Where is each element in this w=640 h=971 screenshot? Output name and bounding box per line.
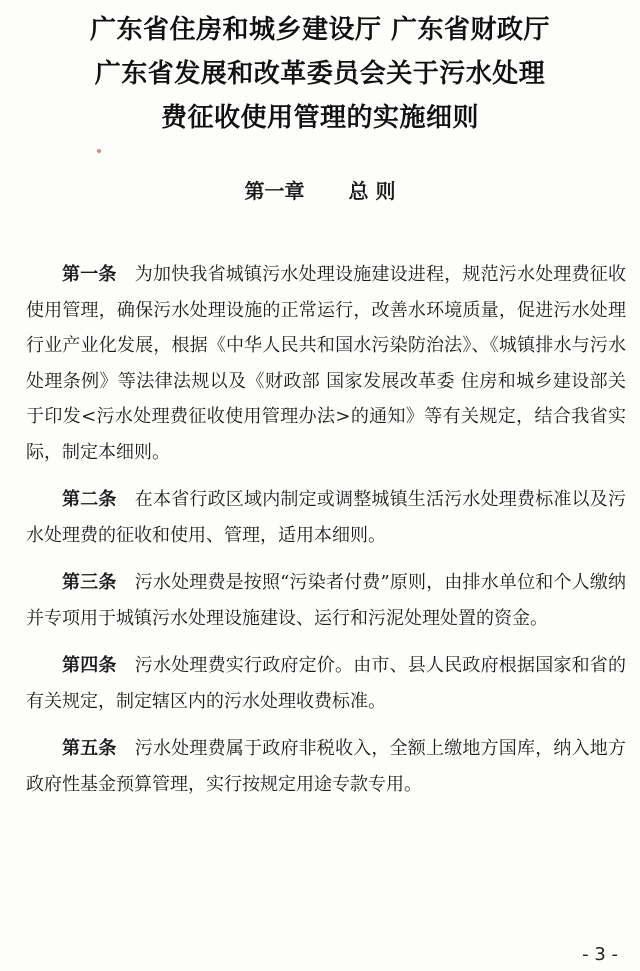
article-number: 第二条 — [62, 489, 117, 510]
article-text: 污水处理费实行政府定价。由市、县人民政府根据国家和省的有关规定，制定辖区内的污水处理收费标准。 — [26, 655, 627, 712]
title-line-3: 费征收使用管理的实施细则 — [160, 103, 479, 133]
article-text: 污水处理费属于政府非税收入，全额上缴地方国库，纳入地方政府性基金预算管理，实行按规定用途专款专用。 — [26, 738, 627, 795]
article-2 — [26, 482, 626, 553]
document-title — [0, 8, 640, 140]
title-line-2: 广东省发展和改革委员会关于污水处理 — [94, 59, 546, 89]
article-5 — [26, 731, 626, 802]
article-4 — [26, 648, 626, 719]
red-ink-mark — [97, 149, 101, 153]
document-body — [26, 257, 626, 814]
title-line-1: 广东省住房和城乡建设厅 广东省财政厅 — [89, 15, 551, 45]
chapter-heading — [0, 176, 640, 206]
page-number: - 3 - — [582, 944, 618, 965]
article-number: 第五条 — [62, 738, 117, 759]
chapter-number: 第一章 — [244, 179, 305, 203]
article-text: 为加快我省城镇污水处理设施建设进程，规范污水处理费征收使用管理，确保污水处理设施的正常运行，改善水环境质量，促进污水处理行业产业化发展，根据《中华人民共和国水污染防治法》、《城镇排水与污水处理条例》等法律法规以及《财政部 国家发展改革委 住房和城乡建设部关于印发<污水处理费征收使用管理办法>的通知》等有关规定，结合我省实际，制定本细则。 — [26, 264, 627, 463]
article-number: 第四条 — [62, 655, 117, 676]
article-1 — [26, 257, 626, 470]
article-text: 污水处理费是按照“污染者付费”原则，由排水单位和个人缴纳并专项用于城镇污水处理设施建设、运行和污泥处理处置的资金。 — [26, 572, 627, 629]
article-number: 第三条 — [62, 572, 117, 593]
article-number: 第一条 — [62, 264, 117, 285]
article-3 — [26, 565, 626, 636]
chapter-name: 总 则 — [348, 179, 396, 203]
article-text: 在本省行政区域内制定或调整城镇生活污水处理费标准以及污水处理费的征收和使用、管理，适用本细则。 — [26, 489, 627, 546]
